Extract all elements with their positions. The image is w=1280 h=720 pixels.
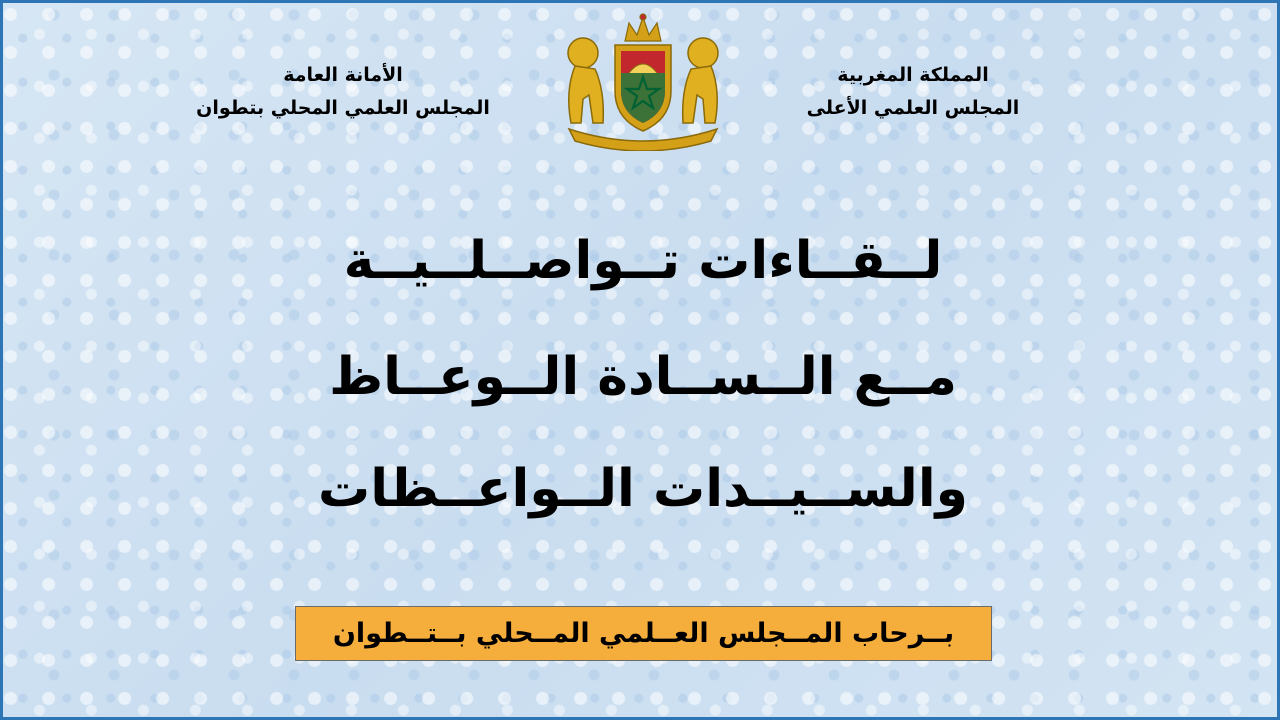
local-council-label: المجلس العلمي المحلي بتطوان [196,97,490,119]
header-right [773,59,1053,125]
title-line-2: مــع الــســادة الــوعــاظ [329,347,957,407]
header-left [173,59,513,125]
kingdom-label: المملكة المغربية [837,64,989,86]
coat-of-arms-icon [559,11,727,151]
title-line-1: لــقــاءات تــواصــلــيــة [343,231,943,291]
title-line-3: والســيــدات الــواعــظات [318,459,968,519]
venue-banner: بــرحاب المــجلس العــلمي المــحلي بــتــطوان [295,606,992,661]
general-secretariat-label: الأمانة العامة [283,64,403,86]
supreme-council-label: المجلس العلمي الأعلى [806,97,1020,119]
